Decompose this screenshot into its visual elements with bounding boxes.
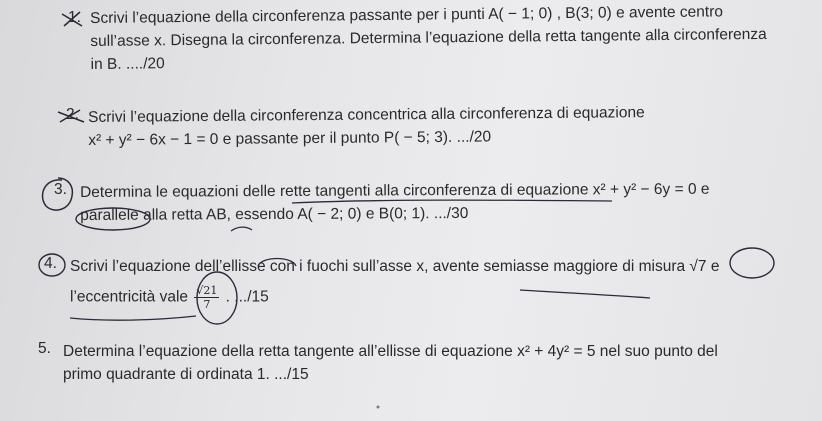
exercise-4-line-1: Scrivi l’equazione dell’ellisse con i fuochi sull’asse x, avente semiasse maggiore di misura √7 e [70,258,720,275]
circle-mark-sqrt7 [730,248,774,278]
exercise-1-number: 1. [68,9,81,26]
exercise-4-line-2-text: l’eccentricità vale [70,288,189,306]
exercise-1-line-1: Scrivi l’equazione della circonferenza passante per i punti A( − 1; 0) , B(3; 0) e avente centro [90,3,724,27]
exercise-3-line-1: Determina le equazioni delle rette tangenti alla circonferenza di equazione x² + y² − 6y = 0 e [80,180,710,201]
exercise-4-line-2 [70,284,719,311]
exercise-2 [88,101,645,152]
exercise-3-line-2: parallele alla retta AB, essendo A( − 2; 0) e B(0; 1). .../30 [80,204,469,224]
exercise-3 [80,178,710,227]
eccentricity-fraction [194,284,219,311]
ab-mark [231,227,252,231]
fraction-denominator: 7 [203,298,211,311]
exercise-2-number: 2. [66,106,79,123]
exercise-5-line-1: Determina l’equazione della retta tangente all’ellisse di equazione x² + 4y² = 5 nel suo punto del [63,343,718,360]
underline-mark-eccentricita [70,316,196,320]
exercise-4 [70,255,719,311]
exercise-5 [63,340,718,386]
exercise-5-line-2: primo quadrante di ordinata 1. .../15 [63,366,309,383]
exercise-3-number: 3. [54,181,67,198]
exercise-5-number: 5. [38,340,51,357]
exercise-1-line-2: sull’asse x. Disegna la circonferenza. Determina l’equazione della retta tangente alla circonferenza [90,25,767,50]
exercise-2-line-1: Scrivi l’equazione della circonferenza concentrica alla circonferenza di equazione [88,104,645,126]
exercise-1 [90,0,767,76]
exercise-2-line-2: x² + y² − 6x − 1 = 0 e passante per il punto P( − 5; 3). .../20 [88,128,492,149]
fraction-numerator: √21 [196,284,218,297]
exercise-4-line-2-score: . .../15 [225,288,269,306]
exercise-1-line-3: in B. ..../20 [90,55,165,73]
dot-mark [377,406,380,409]
exercise-4-number: 4. [44,255,57,272]
